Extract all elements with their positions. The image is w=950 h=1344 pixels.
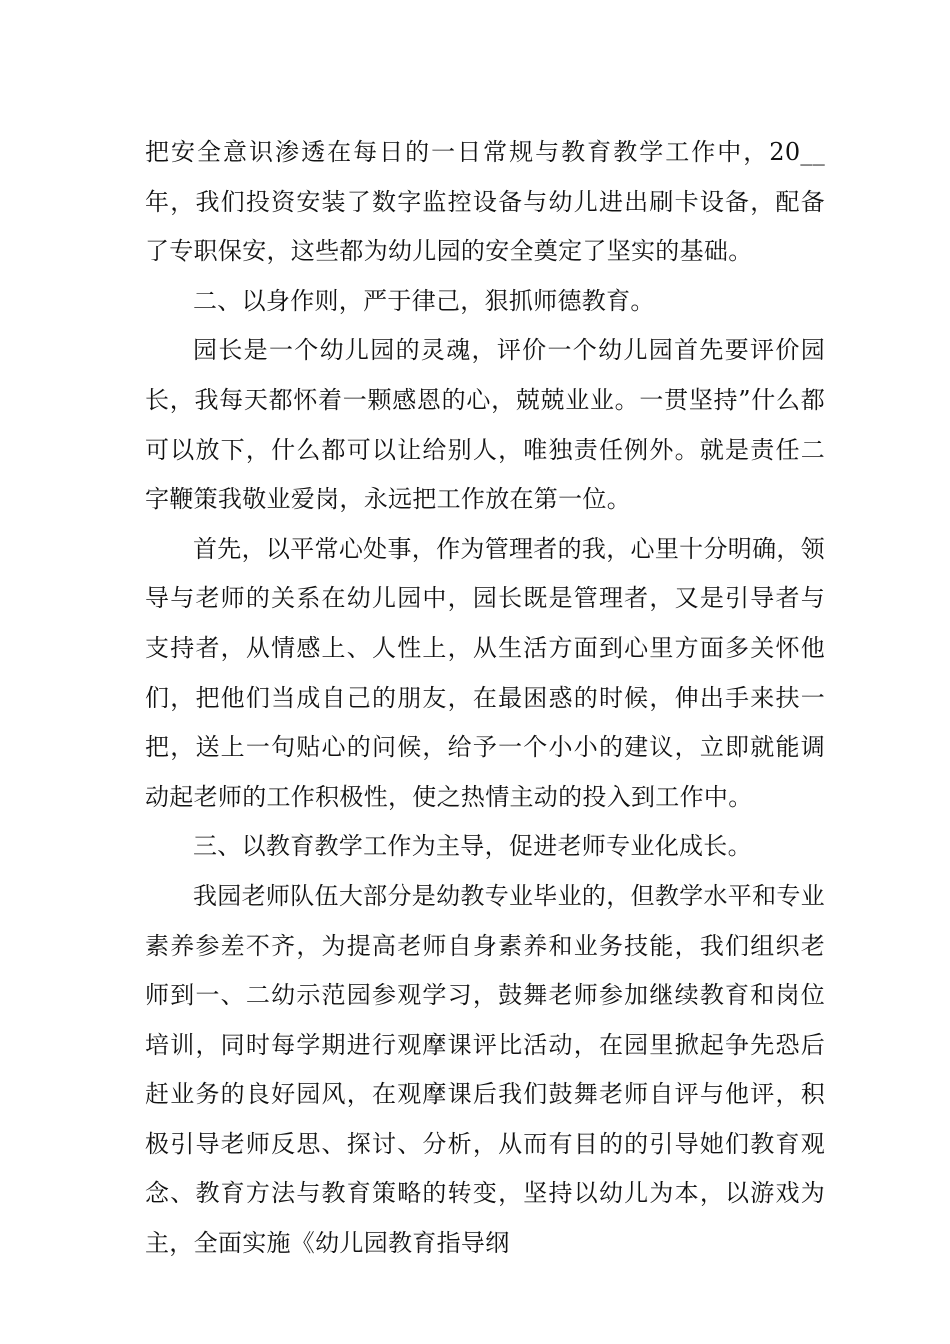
paragraph-principal-soul: 园长是一个幼儿园的灵魂，评价一个幼儿园首先要评价园长，我每天都怀着一颗感恩的心，兢兢业业。一贯坚持”什么都可以放下，什么都可以让给别人，唯独责任例外。就是责任二字鞭策我敬业爱岗，永远把工作放在第一位。 bbox=[145, 336, 825, 514]
paragraph-safety-continued: 把安全意识渗透在每日的一日常规与教育教学工作中，20__年，我们投资安装了数字监控设备与幼儿进出刷卡设备，配备了专职保安，这些都为幼儿园的安全奠定了坚实的基础。 bbox=[145, 138, 825, 266]
section-heading-3: 三、以教育教学工作为主导，促进老师专业化成长。 bbox=[193, 832, 752, 861]
section-heading-2: 二、以身作则，严于律己，狠抓师德教育。 bbox=[193, 286, 655, 315]
document-body bbox=[145, 128, 825, 1269]
paragraph-teacher-growth: 我园老师队伍大部分是幼教专业毕业的，但教学水平和专业素养参差不齐，为提高老师自身素养和业务技能，我们组织老师到一、二幼示范园参观学习，鼓舞老师参加继续教育和岗位培训，同时每学期进行观摩课评比活动，在园里掀起争先恐后赶业务的良好园风，在观摩课后我们鼓舞老师自评与他评，积极引导老师反思、探讨、分析，从而有目的的引导她们教育观念、教育方法与教育策略的转变，坚持以幼儿为本，以游戏为主，全面实施《幼儿园教育指导纲 bbox=[145, 881, 825, 1258]
paragraph-ordinary-mind: 首先，以平常心处事，作为管理者的我，心里十分明确，领导与老师的关系在幼儿园中，园长既是管理者，又是引导者与支持者，从情感上、人性上，从生活方面到心里方面多关怀他们，把他们当成自己的朋友，在最困惑的时候，伸出手来扶一把，送上一句贴心的问候，给予一个小小的建议，立即就能调动起老师的工作积极性，使之热情主动的投入到工作中。 bbox=[145, 534, 825, 811]
